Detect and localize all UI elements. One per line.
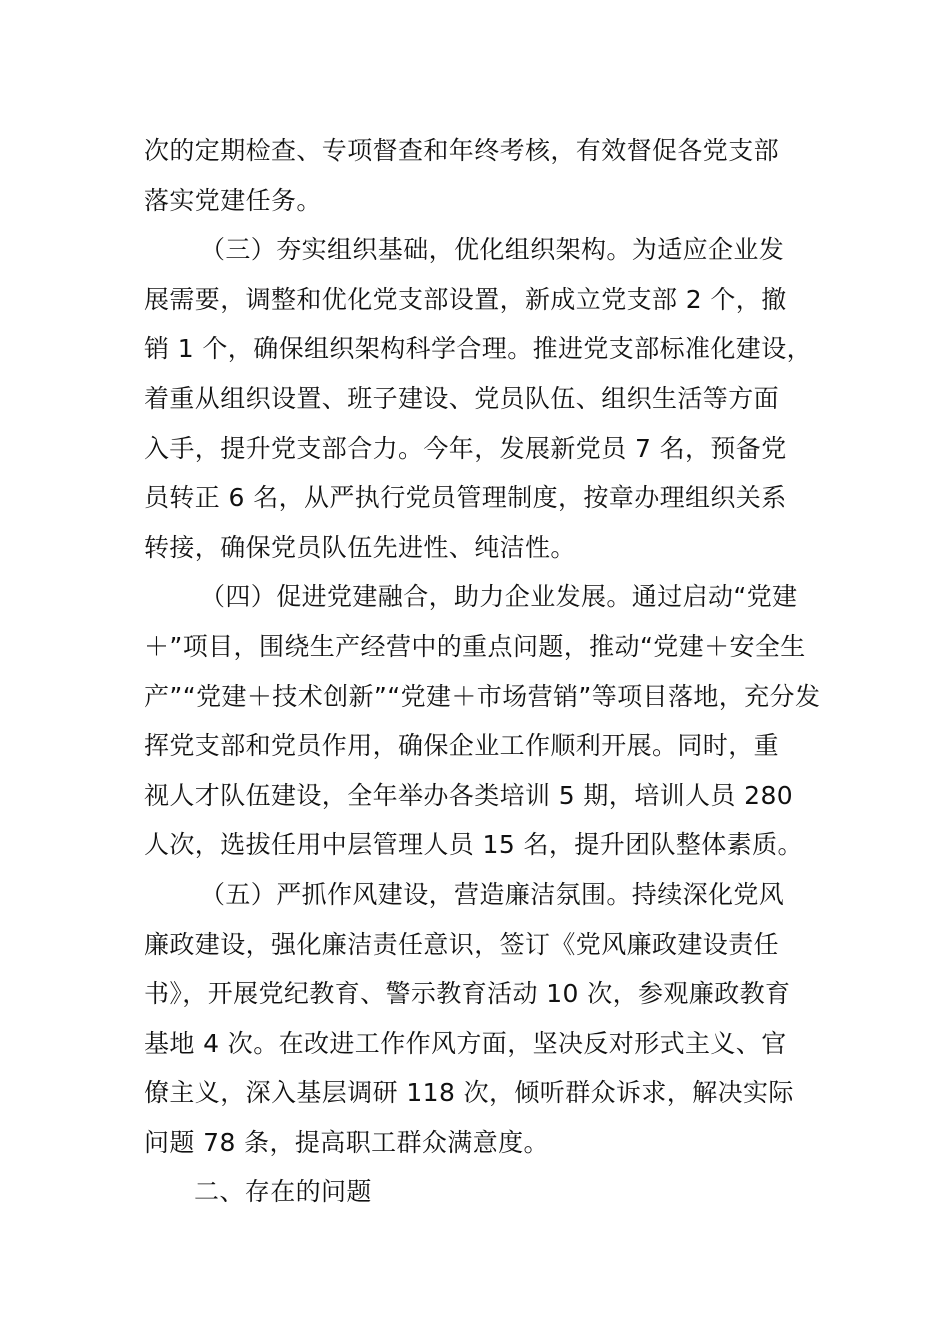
body-line: 员转正 6 名，从严执行党员管理制度，按章办理组织关系 (144, 483, 787, 513)
body-line: 书》，开展党纪教育、警示教育活动 10 次，参观廉政教育 (144, 979, 791, 1009)
section-heading-3: （三）夯实组织基础，优化组织架构。为适应企业发 (200, 235, 785, 265)
body-line: 入手，提升党支部合力。今年，发展新党员 7 名，预备党 (144, 433, 787, 463)
body-line: 展需要，调整和优化党支部设置，新成立党支部 2 个，撤 (144, 284, 787, 314)
body-line: 落实党建任务。 (144, 185, 322, 215)
body-line: 基地 4 次。在改进工作作风方面，坚决反对形式主义、官 (144, 1028, 787, 1058)
body-line: 产”“党建＋技术创新”“党建＋市场营销”等项目落地，充分发 (144, 681, 821, 711)
document-body (144, 126, 821, 1217)
body-line: 廉政建设，强化廉洁责任意识，签订《党风廉政建设责任 (144, 929, 780, 959)
body-line: 转接，确保党员队伍先进性、纯洁性。 (144, 532, 576, 562)
section-heading-5: （五）严抓作风建设，营造廉洁氛围。持续深化党风 (200, 879, 785, 909)
body-line: 问题 78 条，提高职工群众满意度。 (144, 1127, 549, 1157)
body-line: 人次，选拔任用中层管理人员 15 名，提升团队整体素质。 (144, 830, 803, 860)
body-line: 销 1 个，确保组织架构科学合理。推进党支部标准化建设， (144, 334, 813, 364)
body-line: 挥党支部和党员作用，确保企业工作顺利开展。同时，重 (144, 731, 780, 761)
body-line: 僚主义，深入基层调研 118 次，倾听群众诉求，解决实际 (144, 1078, 794, 1108)
body-line: 次的定期检查、专项督查和年终考核，有效督促各党支部 (144, 136, 780, 165)
body-line: ＋”项目，围绕生产经营中的重点问题，推动“党建＋安全生 (144, 631, 806, 661)
section-heading-4: （四）促进党建融合，助力企业发展。通过启动“党建 (200, 582, 798, 612)
body-line: 视人才队伍建设，全年举办各类培训 5 期，培训人员 280 (144, 780, 794, 810)
chapter-heading-2: 二、存在的问题 (194, 1177, 372, 1207)
body-line: 着重从组织设置、班子建设、党员队伍、组织生活等方面 (144, 383, 780, 413)
